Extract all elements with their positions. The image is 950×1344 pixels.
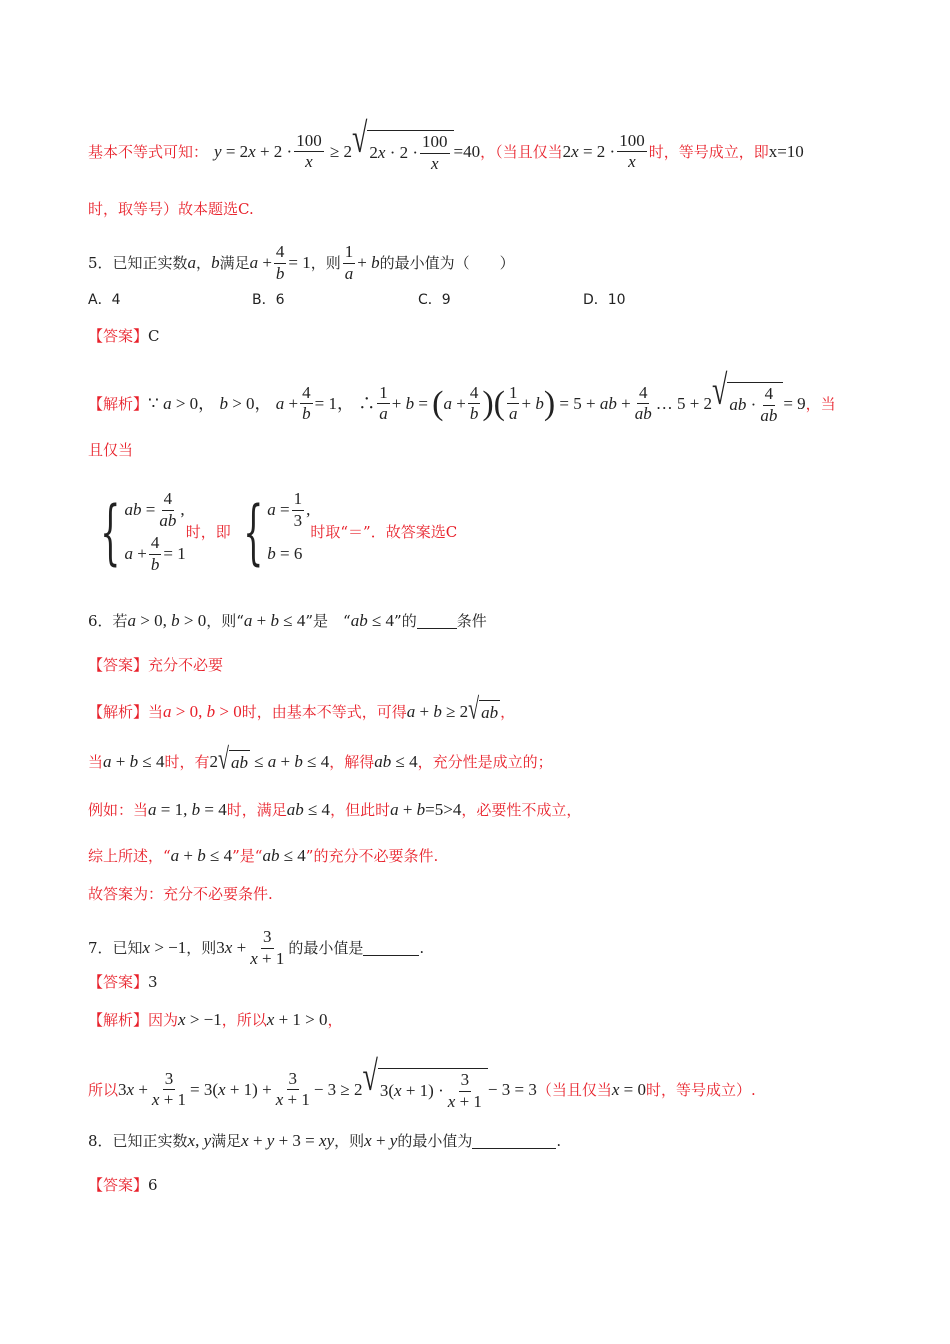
q8-stem-dot: . bbox=[556, 1132, 562, 1150]
q7-analysis-1 bbox=[88, 1010, 343, 1030]
q7-blank bbox=[363, 941, 419, 956]
s4-eq-result: =40 bbox=[453, 141, 481, 161]
q7-answer bbox=[88, 972, 158, 992]
s4-cond-mid: 时，等号成立，即 bbox=[648, 142, 769, 161]
q5-answer-label: 【答案】 bbox=[88, 327, 149, 345]
q6-a1-end: ， bbox=[500, 702, 516, 721]
q7-cond: x > −1 bbox=[142, 938, 187, 958]
q5-text-then: ，则 bbox=[310, 254, 341, 273]
q6-stem-mid: ，则“ bbox=[206, 612, 244, 630]
q6-p: a + b ≤ 4 bbox=[243, 611, 306, 630]
q6-analysis-5: 故答案为：充分不必要条件. bbox=[88, 885, 273, 903]
q7-a1-result: x + 1 > 0 bbox=[266, 1010, 328, 1029]
q8-stem-mid: 满足 bbox=[211, 1132, 242, 1150]
q5-option-b: B．6 bbox=[252, 292, 285, 308]
q5-answer-value: C bbox=[148, 327, 160, 345]
q7-a1-pre: 因为 bbox=[148, 1011, 179, 1029]
q7-a1-end: ， bbox=[327, 1011, 343, 1029]
q5-var-a: a bbox=[187, 253, 197, 273]
q6-a2-end: ，充分性是成立的； bbox=[417, 752, 553, 771]
q6-cond: a > 0, b > 0 bbox=[127, 611, 207, 630]
q6-a4-mid: ”是“ bbox=[232, 847, 263, 865]
s4-cond-open: ，（当且仅当 bbox=[480, 142, 563, 161]
q6-a3-end: ，必要性不成立， bbox=[461, 801, 582, 819]
q7-stem bbox=[88, 928, 424, 968]
q6-q: ab ≤ 4 bbox=[350, 611, 395, 630]
q7-stem-pre: 7．已知 bbox=[88, 939, 143, 958]
q7-a1-mid: ，所以 bbox=[221, 1011, 267, 1029]
q6-stem bbox=[88, 611, 487, 631]
q5-stem: 5．已知正实数 a ， b 满足 a + $\frac{4}{b}$ = 1 ，则 $\frac{1}{a}$ + b 的最小值为（ ） bbox=[88, 242, 515, 283]
q5-answer bbox=[88, 326, 160, 346]
q5-system-line bbox=[88, 482, 457, 582]
q5-target: $\frac{1}{a}$ + b bbox=[344, 242, 380, 283]
q7-stem-dot: . bbox=[419, 939, 425, 958]
q6-a3-sum: a + b=5>4 bbox=[390, 800, 462, 819]
q6-blank bbox=[417, 614, 457, 629]
q6-a2-ineq: 2 √ ab ≤ a + b ≤ 4 bbox=[209, 742, 330, 776]
q6-a3-pre: 例如：当 bbox=[88, 801, 149, 819]
q5-system-end: 时取“＝”．故答案选C bbox=[310, 523, 458, 541]
q5-analysis-tail: ，当 bbox=[805, 394, 836, 413]
q7-a2-cond-end: 时，等号成立）. bbox=[646, 1080, 756, 1099]
q5-text-mid: 满足 bbox=[219, 254, 250, 273]
q8-answer-value: 6 bbox=[148, 1176, 158, 1194]
q6-answer-value: 充分不必要 bbox=[148, 656, 224, 674]
q7-stem-mid: ，则 bbox=[186, 939, 217, 958]
q8-target: x + y bbox=[364, 1131, 398, 1150]
q8-stem-end: 的最小值为 bbox=[397, 1132, 473, 1150]
q5-system-mid: 时，即 bbox=[185, 523, 231, 541]
q8-answer-label: 【答案】 bbox=[88, 1176, 149, 1194]
q6-a2-mid: 时，有 bbox=[164, 752, 210, 771]
q5-var-b: b bbox=[211, 253, 220, 273]
q5-option-a: A．4 bbox=[88, 292, 121, 308]
q5-constraint: a + $\frac{4}{b}$ = 1 bbox=[249, 242, 311, 283]
q7-a2-cond: （当且仅当 bbox=[536, 1080, 612, 1099]
q7-a2-x0: x = 0 bbox=[611, 1079, 646, 1099]
q8-stem-pre: 8．已知正实数 bbox=[88, 1132, 188, 1150]
q6-a3-mid2: ，但此时 bbox=[330, 801, 391, 819]
q5-option-c: C．9 bbox=[418, 292, 451, 308]
q6-a2-mid2: ，解得 bbox=[329, 752, 375, 771]
q7-a2-pre: 所以 bbox=[88, 1080, 119, 1099]
q6-a3-ab: ab ≤ 4 bbox=[286, 800, 331, 819]
q6-stem-end: 条件 bbox=[456, 612, 487, 630]
q6-a3-example: a = 1, b = 4 bbox=[148, 800, 227, 819]
q8-vars: x, y bbox=[187, 1131, 212, 1150]
q7-expr: 3 x + $\frac{3}{x + 1}$ bbox=[216, 927, 285, 968]
q8-constraint: x + y + 3 = xy bbox=[241, 1131, 335, 1150]
q5-system-2: { a = $\frac{1}{3}$ , b = 6 bbox=[243, 488, 311, 573]
q6-stem-q1: ”是 “ bbox=[305, 612, 351, 630]
q8-stem-then: ，则 bbox=[334, 1132, 365, 1150]
s4-line2: 时，取等号）故本题选C. bbox=[88, 200, 254, 218]
q5-analysis-label: 【解析】 bbox=[88, 394, 149, 413]
q6-a4-pre: 综上所述，“ bbox=[88, 847, 171, 865]
q6-a4-q: ab ≤ 4 bbox=[262, 846, 306, 865]
q6-analysis-1 bbox=[88, 692, 516, 726]
s4-cond-eq: 2 x = 2 · $\frac{100}{x}$ bbox=[562, 130, 645, 172]
q6-a4-p: a + b ≤ 4 bbox=[170, 846, 233, 865]
q5-text-end: 的最小值为（ ） bbox=[379, 254, 515, 273]
q8-answer bbox=[88, 1175, 158, 1195]
q6-analysis-3 bbox=[88, 800, 581, 820]
q6-a2-pre: 当 bbox=[88, 752, 104, 771]
q6-a3-mid: 时，满足 bbox=[226, 801, 287, 819]
q5-option-d: D．10 bbox=[583, 292, 626, 308]
q6-analysis-2 bbox=[88, 742, 553, 776]
q5-system-1: { ab = $\frac{4}{ab}$ , a + $\frac{4}{b}$ = 1 bbox=[100, 488, 186, 574]
q6-analysis-4 bbox=[88, 846, 438, 866]
q7-answer-value: 3 bbox=[148, 973, 158, 991]
q6-a1-pre: 当 bbox=[148, 702, 164, 721]
q7-analysis-label: 【解析】 bbox=[88, 1011, 149, 1029]
q6-a1-cond: a > 0, b > 0 bbox=[163, 701, 242, 721]
q5-analysis-math: ∵ a > 0， b > 0， a + $\frac{4}{b}$ = 1， ∴ $\frac{1}{a}$ + b = ( a + $\frac{4}{b}$ )( $\frac{1}{a}$ + b ) = 5 + ab + $\frac{4}{ab}$ … 5 + 2 √ ab · $\frac{4}{ab}$ = 9 bbox=[148, 368, 806, 425]
q6-a4-end: ”的充分不必要条件. bbox=[305, 847, 439, 865]
q7-answer-label: 【答案】 bbox=[88, 973, 149, 991]
q6-a2-cond: a + b ≤ 4 bbox=[103, 751, 165, 771]
s4-line1 bbox=[88, 116, 804, 173]
q6-stem-q2: ”的 bbox=[394, 612, 417, 630]
q5-analysis-line2: 且仅当 bbox=[88, 441, 134, 459]
q6-a2-result: ab ≤ 4 bbox=[374, 751, 418, 771]
q6-answer-label: 【答案】 bbox=[88, 656, 149, 674]
q6-a1-mid: 时，由基本不等式，可得 bbox=[241, 702, 407, 721]
q6-analysis-label: 【解析】 bbox=[88, 702, 149, 721]
q7-analysis-2 bbox=[88, 1054, 756, 1111]
q7-stem-end: 的最小值是 bbox=[288, 939, 364, 958]
q5-analysis-line1 bbox=[88, 368, 836, 425]
q6-stem-pre: 6．若 bbox=[88, 612, 128, 630]
q7-a1-cond: x > −1 bbox=[178, 1010, 222, 1029]
q7-a2-derivation: 3 x + $\frac{3}{x + 1}$ = 3( x + 1) + $\frac{3}{x + 1}$ − 3 ≥ 2 √ 3( x + 1) · $\frac{3}{x + 1}$ − 3 = 3 bbox=[118, 1054, 537, 1111]
q6-a1-ineq: a + b ≥ 2 √ ab bbox=[406, 692, 499, 726]
q8-blank bbox=[472, 1134, 556, 1149]
q8-stem bbox=[88, 1131, 561, 1151]
s4-equation: y = 2 x + 2 · $\frac{100}{x}$ ≥ 2 √ 2 x · 2 · $\frac{100}{x}$ =40 bbox=[214, 116, 481, 173]
s4-cond-end: x=10 bbox=[768, 141, 804, 161]
q5-number: 5．已知正实数 bbox=[88, 254, 188, 273]
s4-intro: 基本不等式可知： bbox=[88, 142, 209, 161]
q6-answer bbox=[88, 655, 223, 675]
